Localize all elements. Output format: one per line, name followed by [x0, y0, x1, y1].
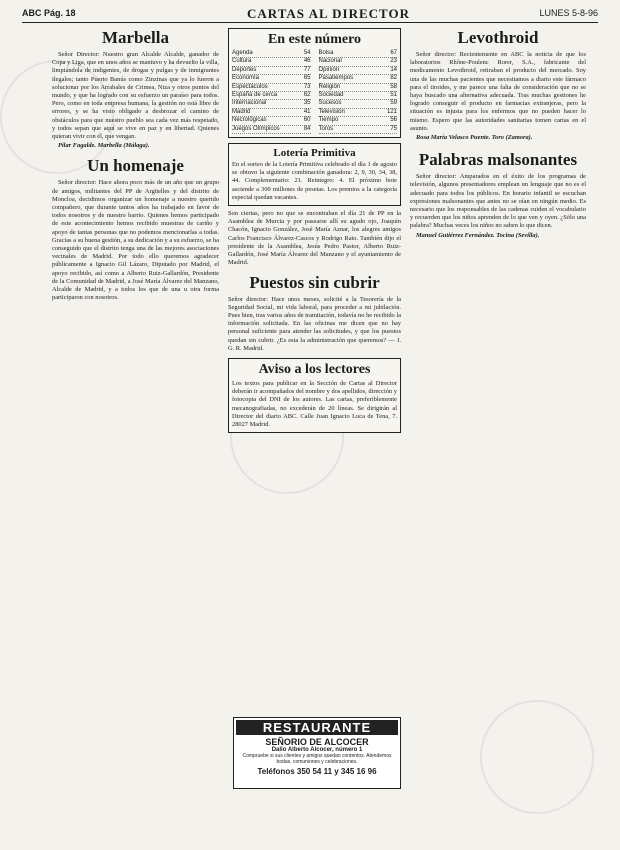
index-item-page: 14 — [390, 66, 397, 73]
index-item — [232, 84, 311, 92]
index-item — [232, 109, 311, 117]
index-item — [319, 58, 398, 66]
index-item-page: 67 — [390, 50, 397, 56]
section-title: CARTAS AL DIRECTOR — [247, 6, 410, 21]
index-item-page: 77 — [303, 66, 311, 73]
aviso-body: Los textos para publicar en la Sección de Cartas al Director deberán ir acompañados del nombre y dos apellidos, dirección y fotocopia del DNI de los autores. Las cartas, preferiblemente mecanografiadas, no excederán de 20 líneas. Se dirigirán al Director del diario ABC. Calle Juan Ignacio Luca de Tena, 7. 28027 Madrid. — [232, 379, 397, 428]
index-item-label: Televisión — [318, 108, 345, 115]
index-item — [319, 67, 398, 75]
watermark-seal — [480, 700, 594, 814]
aviso-box — [228, 358, 401, 433]
column-center — [228, 28, 401, 433]
letter-signature: Pilar Fagalde. Marbella (Málaga). — [58, 142, 150, 150]
restaurant-ad — [233, 717, 401, 789]
index-item-page: 35 — [303, 100, 311, 107]
loteria-body: En el sorteo de la Lotería Primitiva celebrado el día 1 de agosto se obtuvo la siguiente combinación ganadora: 2, 9, 30, 34, 38, 44. Complementario: 21. Reintegro: 4. El próximo bote asciende a 300 millones de pesetas. Los premios a la categoría especial quedan vacantes. — [232, 161, 397, 201]
index-item-label: Cultura — [232, 58, 252, 65]
index-list — [232, 50, 397, 134]
column-left — [52, 28, 219, 303]
index-item-label: Agenda — [232, 50, 253, 56]
letter-title-puestos: Puestos sin cubrir — [249, 272, 380, 292]
index-item-page: 41 — [303, 108, 311, 115]
index-item-label: Opinión — [318, 66, 340, 73]
index-item-page: 54 — [303, 50, 311, 56]
index-item-page: 73 — [303, 83, 311, 90]
index-item — [232, 100, 311, 108]
loteria-title: Lotería Primitiva — [273, 147, 356, 160]
index-item-label: Internacional — [232, 100, 267, 107]
ad-text: Compruebe si sus clientes y amigos quedan contentos. Atendemos bodas, comuniones y celebraciones. — [242, 753, 392, 765]
index-item-page: 75 — [390, 125, 397, 132]
index-item — [319, 126, 398, 134]
index-item-label: Sociedad — [318, 92, 344, 99]
ad-heading: RESTAURANTE — [236, 720, 398, 735]
letter-signature: Manuel Gutiérrez Fernández. Tocina (Sevilla). — [416, 231, 540, 239]
index-item — [232, 50, 311, 58]
index-item-page: 58 — [390, 83, 397, 90]
letter-body-homenaje: Señor director: Hace ahora poco más de un año que un grupo de amigos, militantes del PP de Argüelles y del distrito de Moncloa, decidimos organizar un homenaje a nuestro querido compañero, que durante tantos años ha trabajado en favor de todos nosotros y de nuestro barrio. Quienes hemos participado de este acontecimiento hemos recibido muestras de cariño y apoyo de tantas personas que no podemos mencionarlas a todas. Gracias a su buena gestión, a su dedicación y a su esfuerzo, se ha conseguido que el distrito tenga una de las mejores asociaciones vecinales de Madrid. Por todo ello queremos agradecer públicamente a Ignacio Gil Lázaro, Diputado por Madrid, el apoyo recibido, así como a Alberto Ruiz-Gallardón, Presidente de la Comunidad de Madrid, a José María Álvarez del Manzano, Alcalde de Madrid, y a todos los que de una u otra forma participaron con nosotros. — [52, 179, 219, 302]
letter-body-palabras: Señor director: Amparados en el éxito de los programas de televisión, algunos presentadores emplean un lenguaje que no es el adecuado para todos los públicos. En horario infantil se escuchan expresiones malsonantes que antes no se oían en ningún medio. Es necesario que los responsables de las cadenas cuiden el vocabulario y recuerden que los niños aprenden de lo que ven y oyen. ¿Sólo una palabra? Muchas veces los niños no saben lo que dicen. Manuel Gutiérrez Fernández. Tocina (Sevilla). — [410, 173, 586, 239]
letter-title-homenaje: Un homenaje — [87, 156, 184, 176]
index-item-page: 51 — [390, 92, 397, 99]
column-right — [410, 28, 586, 241]
index-item-page: 23 — [390, 58, 397, 65]
letter-body-levothroid: Señor director: Recientemente en ABC la noticia de que los laboratorios Rhône-Poulenc Rorer, S.A., fabricante del medicamento Levothroid, retiraban el producto del mercado. Soy una de las muchas pacientes que necesitamos a diario este fármaco para el tiroides, y me parece una falta de consideración que no se haya buscado una alternativa adecuada. Tras muchas gestiones he logrado conseguir el producto en farmacias extranjeras, pero la situación es injusta para los enfermos que no pueden hacer lo mismo. Espero que las autoridades sanitarias tomen cartas en el asunto. Rosa María Velasco Puente. Toro (Zamora). — [410, 51, 586, 142]
index-item-label: España de cerca — [232, 92, 278, 99]
ad-name: SEÑORIO DE ALCOCER — [265, 737, 369, 747]
issue-date: LUNES 5-8-96 — [539, 8, 598, 18]
index-item-page: 84 — [303, 125, 311, 132]
index-item-page: 62 — [303, 92, 311, 99]
index-item — [232, 117, 311, 125]
aviso-title: Aviso a los lectores — [258, 361, 371, 377]
index-item-label: Sucesos — [318, 100, 342, 107]
index-item — [232, 126, 311, 134]
index-item — [232, 58, 311, 66]
letter-body-continued: Son ciertas, pero no que se encontraban el día 21 de PP en la Asamblea de Murcia y por pasearse allí su agudo ojo, Joaquín Chacón, Ignacio González, José María Aznar, los alegres amigos Carlos Francisco Álvarez-Cascos y Rodrigo Rato. También dijo el presidente de la Asamblea, Jesús Pedro Pastor, Alberto Ruiz-Gallardón, José María Álvarez del Manzano y el ayuntamiento de Madrid. — [228, 210, 401, 267]
letter-body-marbella: Señor Director: Nuestro gran Alcalde Alcalde, ganador de Copa y Liga, que en unos años se mantuvo y ha devuelto la villa, limpiándola de indigentes, de drogas y pulgas y de inmigrantes ilegales; tanto Puerto Banús como Zinzinas que ya lo fueron a solucionar por los Arrabales de Crimea, Niza y otros puntos del mundo, y que ha logrado con su esfuerzo un paraíso para todos. Pero, como en toda empresa humana, la gestión no está libre de errores, y se ha visto obligado a desbrozar el camino de obstáculos para que nuestro pueblo sea cada vez más respetado, y todos sepan que aquí se vive en paz y en libertad. Quienes quieran vivir con él, que vengan. Pilar Fagalde. Marbella (Málaga). — [52, 51, 219, 150]
index-item-page: 82 — [390, 75, 397, 82]
index-item — [232, 92, 311, 100]
index-item — [319, 117, 398, 125]
index-item — [319, 100, 398, 108]
loteria-box — [228, 143, 401, 206]
index-item-label: Deportes — [232, 66, 257, 73]
ad-address: Dalio Alberto Alcocer, número 1 — [271, 747, 363, 753]
index-item-page: 60 — [303, 117, 311, 124]
index-item-label: Toros — [318, 125, 334, 132]
index-item — [319, 109, 398, 117]
letter-title-palabras: Palabras malsonantes — [418, 150, 578, 170]
page-number: ABC Pág. 18 — [22, 8, 76, 18]
index-item-label: Nacional — [318, 58, 342, 65]
letter-title-marbella: Marbella — [101, 28, 170, 47]
index-item — [319, 84, 398, 92]
index-item-label: Madrid — [232, 108, 251, 115]
index-item-label: Economía — [232, 75, 260, 82]
index-box — [228, 28, 401, 138]
index-item-page: 65 — [303, 75, 311, 82]
letter-signature: Rosa María Velasco Puente. Toro (Zamora). — [416, 134, 533, 142]
index-item-page: 56 — [390, 117, 397, 124]
index-item-page: 121 — [386, 108, 397, 115]
index-item — [319, 75, 398, 83]
index-item-label: Bolsa — [318, 50, 334, 56]
index-item-page: 46 — [303, 58, 311, 65]
index-item-label: Religión — [318, 83, 341, 90]
index-item-label: Juegos Olímpicos — [232, 125, 280, 132]
index-item-page: 59 — [390, 100, 397, 107]
letter-body-puestos: Señor director: Hace unos meses, solicité a la Tesorería de la Seguridad Social, mi vida laboral, para proceder a mi jubilación. Pues bien, tras varios años de tramitación, todavía no he recibido la información solicitada. En las oficinas me dicen que no hay personal suficiente para atender las solicitudes, y que los puestos quedan sin cubrir. ¿Es esta la administración que queremos? — J. G. R. Madrid. — [228, 295, 401, 352]
index-title: En este número — [267, 32, 362, 47]
index-item — [232, 75, 311, 83]
ad-phone: Teléfonos 350 54 11 y 345 16 96 — [257, 767, 377, 776]
index-item-label: Tiempo — [318, 117, 339, 124]
index-item — [319, 92, 398, 100]
index-item-label: Necrológicas — [232, 117, 267, 124]
index-item-label: Pasatiempos — [318, 75, 354, 82]
letter-title-levothroid: Levothroid — [457, 28, 539, 47]
index-item-label: Espectáculos — [232, 83, 268, 90]
page-header — [22, 6, 598, 23]
index-item — [232, 67, 311, 75]
index-item — [319, 50, 398, 58]
